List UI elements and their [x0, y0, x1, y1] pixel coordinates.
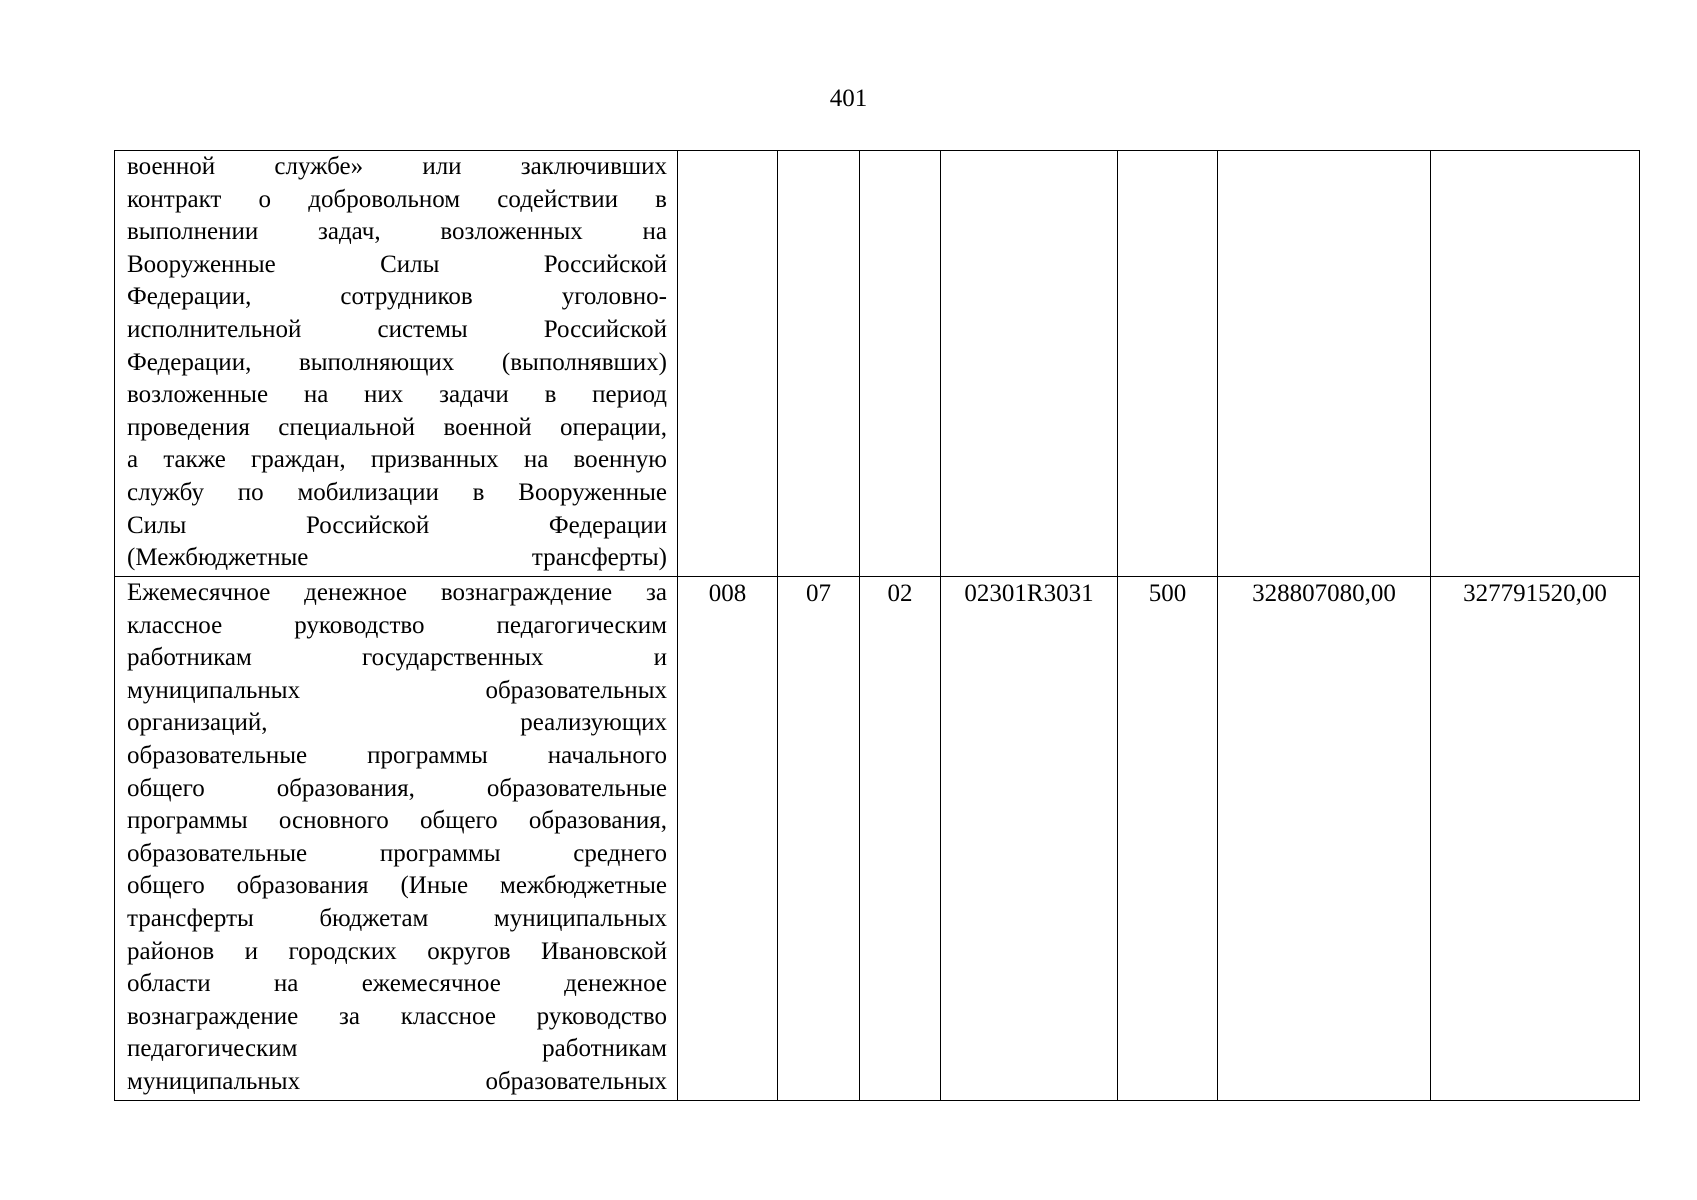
description-line: общего образования, образовательные — [127, 774, 667, 802]
description-line: области на ежемесячное денежное — [127, 970, 667, 998]
budget-table — [114, 150, 1640, 1101]
row-description — [115, 577, 678, 1101]
description-line: проведения специальной военной операции, — [127, 413, 667, 441]
amount-2-cell — [1431, 151, 1640, 577]
row-description — [115, 151, 678, 577]
target-article-cell — [941, 151, 1118, 577]
amount-2-cell: 327791520,00 — [1431, 577, 1640, 1101]
description-line: службу по мобилизации в Вооруженные — [127, 478, 667, 506]
description-line: возложенные на них задачи в период — [127, 381, 667, 409]
section-code-cell — [778, 151, 860, 577]
subsection-code-cell — [860, 151, 941, 577]
table-row — [115, 151, 1640, 577]
description-line: Силы Российской Федерации — [127, 511, 667, 539]
amount-1-cell — [1218, 151, 1431, 577]
description-line: вознаграждение за классное руководство — [127, 1002, 667, 1030]
expense-type-cell: 500 — [1118, 577, 1218, 1101]
description-line: образовательные программы среднего — [127, 839, 667, 867]
page-number: 401 — [829, 85, 868, 112]
description-line: общего образования (Иные межбюджетные — [127, 872, 667, 900]
description-line: классное руководство педагогическим — [127, 611, 667, 639]
description-line: районов и городских округов Ивановской — [127, 937, 667, 965]
description-line: военной службе» или заключивших — [127, 153, 667, 180]
description-line: Федерации, выполняющих (выполнявших) — [127, 348, 667, 376]
description-line: трансферты бюджетам муниципальных — [127, 904, 667, 932]
ministry-code-cell — [678, 151, 778, 577]
section-code-cell: 07 — [778, 577, 860, 1101]
amount-1-cell: 328807080,00 — [1218, 577, 1431, 1101]
description-line: исполнительной системы Российской — [127, 315, 667, 343]
description-line: а также граждан, призванных на военную — [127, 446, 667, 474]
description-line: педагогическим работникам — [127, 1035, 667, 1063]
description-line: (Межбюджетные трансферты) — [127, 544, 667, 572]
target-article-cell: 02301R3031 — [941, 577, 1118, 1101]
subsection-code-cell: 02 — [860, 577, 941, 1101]
description-line: программы основного общего образования, — [127, 807, 667, 835]
description-line: муниципальных образовательных — [127, 1067, 667, 1095]
description-line: выполнении задач, возложенных на — [127, 218, 667, 246]
description-line: Ежемесячное денежное вознаграждение за — [127, 579, 667, 606]
table-row — [115, 577, 1640, 1101]
description-line: муниципальных образовательных — [127, 676, 667, 704]
description-line: Федерации, сотрудников уголовно- — [127, 283, 667, 311]
ministry-code-cell: 008 — [678, 577, 778, 1101]
description-line: Вооруженные Силы Российской — [127, 250, 667, 278]
description-line: работникам государственных и — [127, 644, 667, 672]
description-line: контракт о добровольном содействии в — [127, 185, 667, 213]
expense-type-cell — [1118, 151, 1218, 577]
description-line: образовательные программы начального — [127, 741, 667, 769]
description-line: организаций, реализующих — [127, 709, 667, 737]
